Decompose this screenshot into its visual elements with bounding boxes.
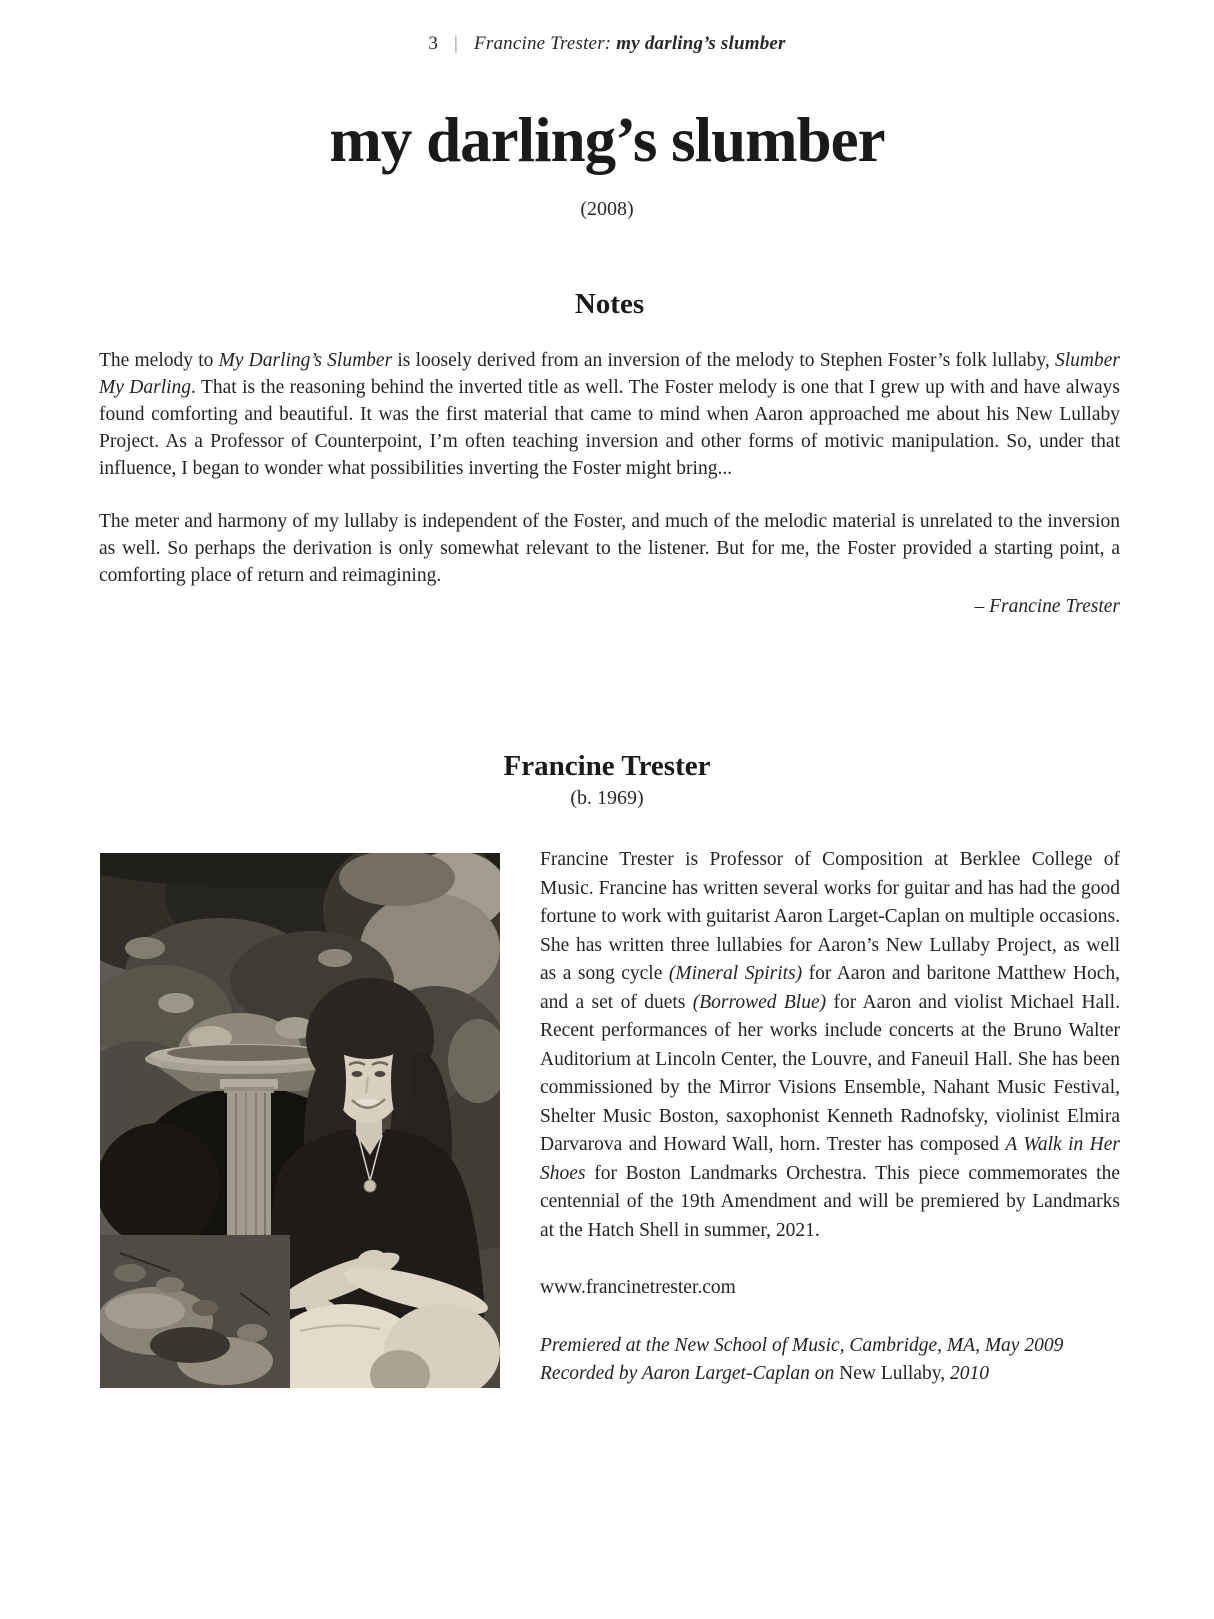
text-run: . That is the reasoning behind the inverted title as well. The Foster melody is one that I grew up with and have always found comforting and beautiful. It was the first material that came to mind when Aaron approached me about his New Lullaby Project. As a Professor of Counterpoint, I’m often teaching inversion and other forms of motivic manipulation. So, under that influence, I began to wonder what possibilities inverting the Foster might bring... bbox=[99, 377, 1121, 479]
italic-text-run: A Walk in Her Shoes bbox=[540, 1134, 1120, 1184]
running-title-work: my darling’s slumber bbox=[616, 33, 786, 54]
notes-paragraph-2 bbox=[99, 508, 1120, 589]
italic-text-run: Recorded by Aaron Larget-Caplan on bbox=[540, 1363, 840, 1384]
italic-text-run: My Darling’s Slumber bbox=[218, 350, 393, 371]
text-run: for Aaron and violist Michael Hall. Recent performances of her works include concerts at the Bruno Walter Auditorium at Lincoln Center, the Louvre, and Faneuil Hall. She has been commissioned by the Mirror Visions Ensemble, Nahant Music Festival, Shelter Music Boston, saxophonist Kenneth Radnofsky, violinist Elmira Darvarova and Howard Wall, horn. Trester has composed bbox=[540, 991, 1120, 1155]
header-separator: | bbox=[454, 33, 459, 54]
composer-bio bbox=[540, 846, 1120, 1245]
notes-attribution: – Francine Trester bbox=[974, 596, 1120, 617]
composer-birth-year: (b. 1969) bbox=[570, 787, 644, 809]
composer-photo-illustration bbox=[100, 853, 500, 1388]
composer-bio-column bbox=[540, 846, 1120, 1389]
ground-rocks bbox=[100, 1235, 290, 1388]
notes-paragraph-1 bbox=[99, 347, 1120, 482]
text-run: Francine Trester is Professor of Composition at Berklee College of Music. Francine has written several works for guitar and has had the good fortune to work with guitarist Aaron Larget-Caplan on multiple occasions. She has written three lullabies for Aaron’s New Lullaby Project, as well as a song cycle bbox=[540, 849, 1120, 984]
text-run: New Lullaby, bbox=[839, 1363, 950, 1384]
page-number: 3 bbox=[428, 33, 439, 54]
work-year: (2008) bbox=[580, 198, 634, 220]
work-title: my darling’s slumber bbox=[329, 105, 885, 175]
running-title-composer: Francine Trester: bbox=[474, 33, 617, 54]
italic-text-run: (Mineral Spirits) bbox=[668, 963, 803, 984]
italic-text-run: 2010 bbox=[950, 1363, 989, 1384]
italic-text-run: Premiered at the New School of Music, Cambridge, MA, May 2009 bbox=[540, 1334, 1064, 1356]
composer-name: Francine Trester bbox=[503, 750, 711, 782]
italic-text-run: Slumber My Darling bbox=[99, 350, 1120, 398]
website-link[interactable]: www.francinetrester.com bbox=[540, 1277, 736, 1298]
notes-section bbox=[99, 288, 1120, 620]
italic-text-run: (Borrowed Blue) bbox=[692, 991, 827, 1013]
credits-block bbox=[540, 1332, 1120, 1389]
text-run: The melody to bbox=[99, 350, 219, 371]
composer-heading-block bbox=[0, 750, 1214, 810]
text-run: is loosely derived from an inversion of the melody to Stephen Foster’s folk lullaby, bbox=[392, 350, 1055, 371]
notes-heading: Notes bbox=[574, 288, 645, 320]
recording-credit bbox=[540, 1360, 1120, 1389]
premiere-credit bbox=[540, 1332, 1120, 1361]
text-run: for Aaron and baritone Matthew Hoch, and a set of duets bbox=[540, 963, 1120, 1013]
composer-photo bbox=[100, 853, 500, 1388]
text-run: for Boston Landmarks Orchestra. This piece commemorates the centennial of the 19th Amendment and will be premiered by Landmarks at the Hatch Shell in summer, 2021. bbox=[540, 1162, 1120, 1241]
text-run: The meter and harmony of my lullaby is independent of the Foster, and much of the melodic material is unrelated to the inversion as well. So perhaps the derivation is only somewhat relevant to the listener. But for me, the Foster provided a starting point, a comforting place of return and reimagining. bbox=[99, 511, 1120, 586]
page-header bbox=[0, 33, 1214, 55]
